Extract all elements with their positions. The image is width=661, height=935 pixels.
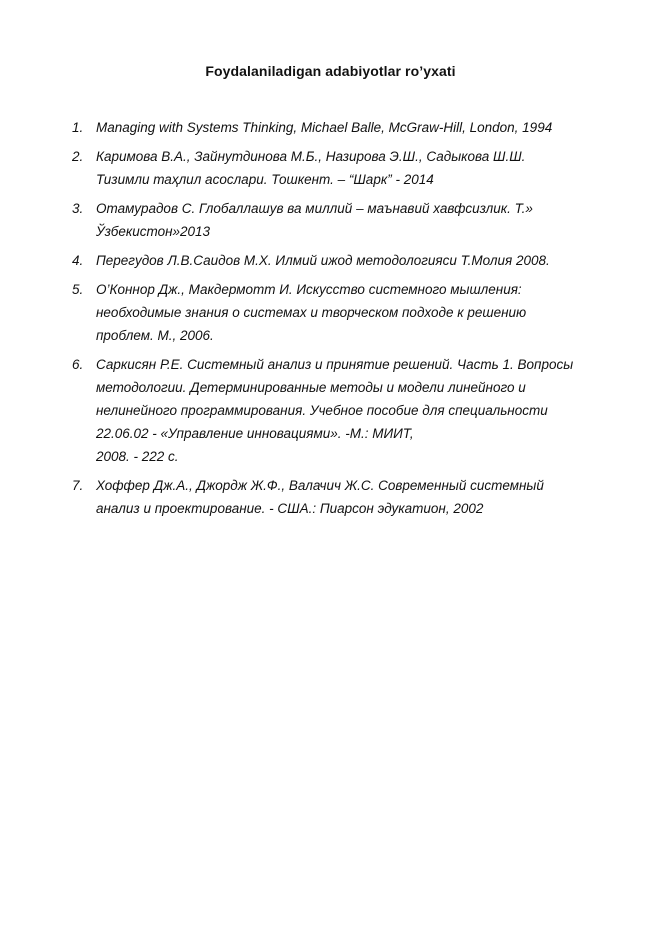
reference-item [72,474,632,520]
reference-list [72,116,632,526]
reference-text-line: Managing with Systems Thinking, Michael Balle, McGraw-Hill, London, 1994 [96,120,553,135]
reference-text-line: методологии. Детерминированные методы и модели линейного и [96,380,526,395]
reference-item [72,353,632,468]
page-title: Foydalaniladigan adabiyotlar ro’yxati [205,63,456,79]
reference-number: 7. [72,478,84,493]
reference-number: 6. [72,357,84,372]
reference-text-line: проблем. М., 2006. [96,328,214,343]
reference-number: 4. [72,253,84,268]
reference-item [72,116,632,139]
reference-text-line: Ўзбекистон»2013 [96,224,211,239]
reference-text-line: необходимые знания о системах и творческом подходе к решению [96,305,527,320]
reference-text-line: Перегудов Л.В.Саидов М.Х. Илмий ижод методологияси Т.Молия 2008. [96,253,550,268]
reference-text-line: Отамурадов С. Глобаллашув ва миллий – маънавий хавфсизлик. Т.» [96,201,533,216]
reference-number: 1. [72,120,84,135]
reference-number: 2. [72,149,84,164]
reference-text-line: нелинейного программирования. Учебное пособие для специальности [96,403,548,418]
reference-item [72,249,632,272]
reference-text-line: Каримова В.А., Зайнутдинова М.Б., Назирова Э.Ш., Садыкова Ш.Ш. [96,149,526,164]
reference-item [72,145,632,191]
reference-text-line: 22.06.02 - «Управление инновациями». -М.: МИИТ, [96,426,414,441]
reference-item [72,197,632,243]
reference-text-line: Саркисян Р.Е. Системный анализ и принятие решений. Часть 1. Вопросы [96,357,574,372]
reference-text-line: Тизимли таҳлил асослари. Тошкент. – “Шарк” - 2014 [96,172,434,187]
reference-item [72,278,632,347]
reference-number: 5. [72,282,84,297]
reference-text-line: 2008. - 222 с. [96,449,179,464]
reference-text-line: анализ и проектирование. - США.: Пиарсон эдукатион, 2002 [96,501,484,516]
reference-number: 3. [72,201,84,216]
reference-text-line: О’Коннор Дж., Макдермотт И. Искусство системного мышления: [96,282,522,297]
reference-text-line: Хоффер Дж.А., Джордж Ж.Ф., Валачич Ж.С. Современный системный [96,478,544,493]
